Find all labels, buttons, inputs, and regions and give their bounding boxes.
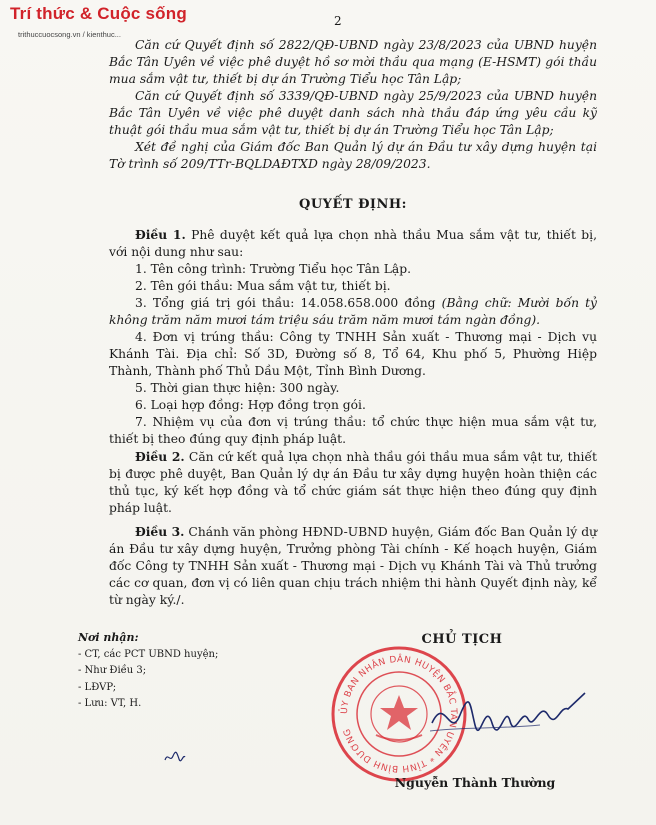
article-1-item [109, 295, 597, 329]
article-3-text: Chánh văn phòng HĐND-UBND huyện, Giám đốc Ban Quản lý dự án Đầu tư xây dựng huyện, Trưởng phòng Tài chính - Kế hoạch huyện, Giám đốc Công ty TNHH Sản xuất - Thương mại - Dịch vụ Khánh Tài và Thủ trưởng các cơ quan, đơn vị có liên quan chịu trách nhiệm thi hành Quyết định này, kể từ ngày ký./. [109, 525, 597, 607]
article-1-item: 5. Thời gian thực hiện: 300 ngày. [135, 381, 340, 395]
seal-text: ỦY BAN NHÂN DÂN HUYỆN BẮC TÂN UYÊN * TỈNH BÌNH DƯƠNG [339, 654, 459, 774]
initials-signature [164, 750, 186, 764]
article-2-paragraph [109, 448, 597, 517]
package-value: 3. Tổng giá trị gói thầu: 14.058.658.000 đồng [135, 296, 442, 310]
article-3-label: Điều 3. [135, 524, 185, 539]
article-1-item: 7. Nhiệm vụ của đơn vị trúng thầu: tổ chức thực hiện mua sắm vật tư, thiết bị theo đúng quy định pháp luật. [109, 415, 597, 446]
recipients-block [78, 630, 298, 713]
recipient-item: - Như Điều 3; [78, 665, 147, 676]
logo-ampersand: & [79, 4, 93, 23]
article-1-item: 2. Tên gói thầu: Mua sắm vật tư, thiết bị. [135, 279, 391, 293]
preamble-paragraph: Căn cứ Quyết định số 2822/QĐ-UBND ngày 23/8/2023 của UBND huyện Bắc Tân Uyên về việc phê duyệt hồ sơ mời thầu qua mạng (E-HSMT) gói thầu mua sắm vật tư, thiết bị dự án Trường Tiểu học Tân Lập; [109, 38, 597, 86]
preamble-paragraph: Xét đề nghị của Giám đốc Ban Quản lý dự án Đầu tư xây dựng huyện tại Tờ trình số 209/TTr-BQLDAĐTXD ngày 28/09/2023. [109, 140, 597, 171]
article-2-text: Căn cứ kết quả lựa chọn nhà thầu gói thầu mua sắm vật tư, thiết bị được phê duyệt, Ban Quản lý dự án Đầu tư xây dựng huyện hoàn thiện các thủ tục, ký kết hợp đồng và tổ chức giám sát thực hiện theo đúng quy định pháp luật. [109, 450, 597, 515]
article-3-paragraph [109, 523, 597, 609]
article-1-item: 1. Tên công trình: Trường Tiểu học Tân Lập. [135, 262, 412, 276]
page-number: 2 [334, 14, 342, 28]
recipient-item: - Lưu: VT, H. [78, 698, 142, 709]
article-1-label: Điều 1. [135, 227, 186, 242]
article-2-label: Điều 2. [135, 449, 185, 464]
logo-brand-part1: Trí thức [10, 4, 75, 23]
signer-name: Nguyễn Thành Thường [394, 775, 556, 790]
package-value-in-words: (Bằng chữ: Mười bốn tỷ không trăm năm mươi tám triệu sáu trăm năm mươi tám ngàn đồng). [109, 296, 597, 327]
logo-title [10, 4, 187, 24]
recipients-title: Nơi nhận: [78, 631, 139, 644]
decision-heading: QUYẾT ĐỊNH: [299, 197, 407, 212]
document-body [109, 37, 597, 609]
preamble-paragraph: Căn cứ Quyết định số 3339/QĐ-UBND ngày 25/9/2023 của UBND huyện Bắc Tân Uyên về việc phê duyệt danh sách nhà thầu đáp ứng yêu cầu kỹ thuật gói thầu mua sắm vật tư, thiết bị dự án Trường Tiểu học Tân Lập; [109, 89, 597, 137]
logo-brand-part2: Cuộc sống [97, 4, 187, 23]
article-1-paragraph [109, 226, 597, 261]
chairman-title: CHỦ TỊCH [421, 632, 503, 647]
logo-url: trithuccuocsong.vn / kienthuc... [18, 30, 121, 39]
recipient-item: - LĐVP; [78, 681, 117, 693]
article-1-item: 4. Đơn vị trúng thầu: Công ty TNHH Sản xuất - Thương mại - Dịch vụ Khánh Tài. Địa chỉ: Số 3D, Đường số 8, Tổ 64, Khu phố 5, Phường Hiệp Thành, Thành phố Thủ Dầu Một, Tỉnh Bình Dương. [109, 330, 597, 378]
article-1-text: Phê duyệt kết quả lựa chọn nhà thầu Mua sắm vật tư, thiết bị, với nội dung như sau: [109, 228, 597, 259]
recipient-item: - CT, các PCT UBND huyện; [78, 648, 219, 660]
article-1-item: 6. Loại hợp đồng: Hợp đồng trọn gói. [135, 398, 366, 412]
chairman-signature [430, 685, 590, 745]
